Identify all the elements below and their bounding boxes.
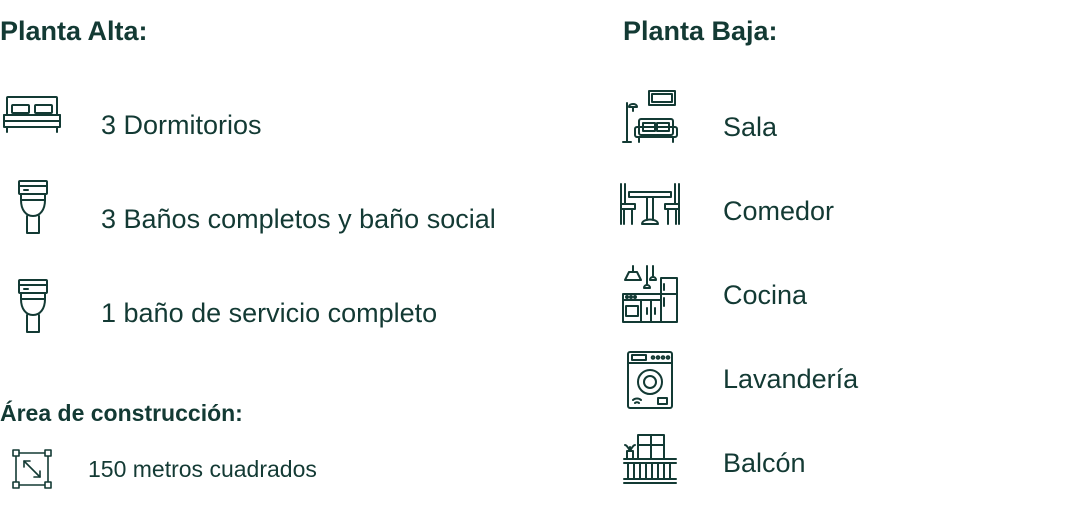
upper-floor-title: Planta Alta: [0,16,148,46]
area-measure-icon [12,449,52,489]
upper-floor-item-label: 3 Dormitorios [101,110,262,140]
balcony-icon [622,433,678,485]
upper-floor-item-label: 3 Baños completos y baño social [101,204,496,234]
construction-area-title: Área de construcción: [0,400,243,426]
ground-floor-item-label: Lavandería [723,364,859,394]
toilet-icon [17,279,49,335]
ground-floor-item-label: Comedor [723,196,835,226]
ground-floor-item-label: Sala [723,112,778,142]
ground-floor-item-label: Balcón [723,448,806,478]
living-room-icon [621,89,679,145]
bed-icon [3,95,61,137]
kitchen-icon [621,264,679,324]
dining-table-icon [619,182,681,226]
ground-floor-title: Planta Baja: [623,16,778,46]
construction-area-value: 150 metros cuadrados [88,456,317,482]
toilet-icon [17,180,49,236]
upper-floor-item-label: 1 baño de servicio completo [101,298,438,328]
washing-machine-icon [627,351,673,409]
ground-floor-item-label: Cocina [723,280,808,310]
